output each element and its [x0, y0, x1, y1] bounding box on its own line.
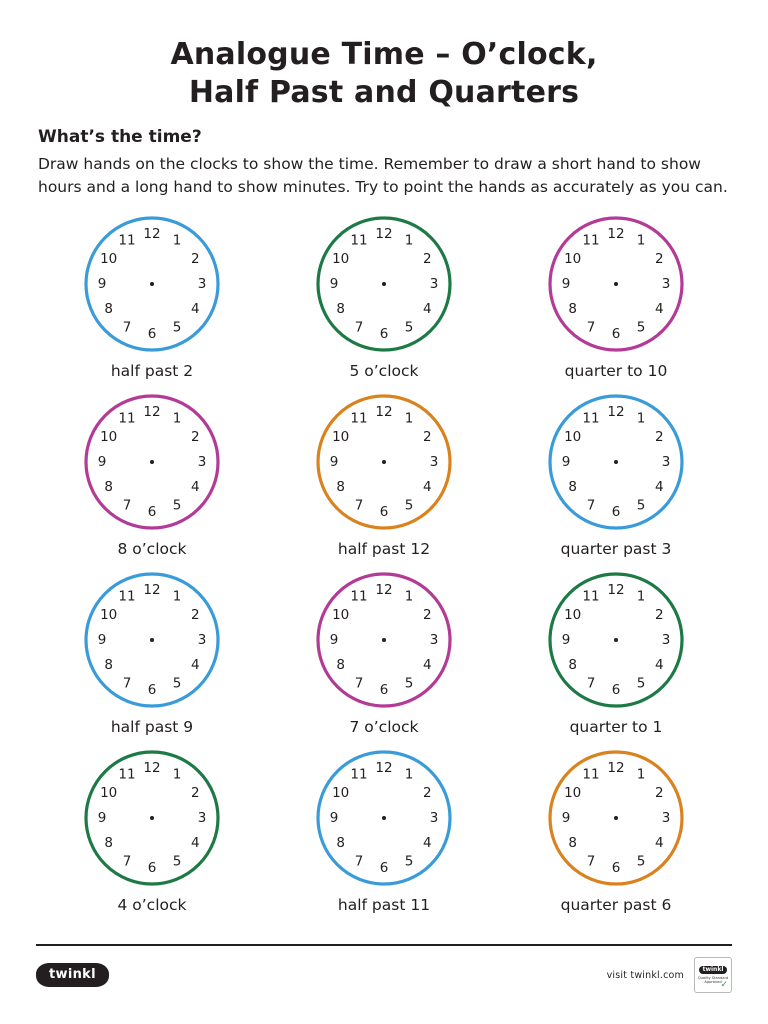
clock-caption: half past 9: [110, 717, 194, 736]
clock-hour-number: 3: [197, 275, 207, 292]
clock-dial: [310, 566, 458, 714]
clock-hour-number: 8: [568, 834, 577, 851]
page-footer: [36, 944, 732, 1006]
clock-hour-number: 3: [197, 631, 207, 648]
clock-hour-number: 4: [423, 478, 432, 495]
clock-hour-number: 6: [611, 859, 621, 876]
clock-hour-number: 9: [561, 275, 571, 292]
clock-dial: [78, 566, 226, 714]
clock-hour-number: 1: [172, 766, 182, 783]
clock-hour-number: 1: [636, 232, 646, 249]
clock-face[interactable]: [310, 566, 458, 714]
clock-centre-dot: [382, 460, 386, 464]
clock-hour-number: 10: [332, 784, 350, 801]
clock-hour-number: 5: [636, 853, 646, 870]
clock-hour-number: 12: [607, 759, 625, 776]
clock-hour-number: 2: [423, 784, 432, 801]
clock-hour-number: 7: [354, 675, 364, 692]
clock-hour-number: 5: [404, 853, 414, 870]
clock-dial: [542, 566, 690, 714]
clock-caption: 4 o’clock: [117, 895, 187, 914]
clock-caption: quarter past 3: [560, 539, 672, 558]
clock-hour-number: 12: [607, 581, 625, 598]
clock-hour-number: 10: [332, 428, 350, 445]
clock-hour-number: 9: [97, 631, 107, 648]
clock-hour-number: 4: [655, 656, 664, 673]
clock-face[interactable]: [78, 744, 226, 892]
clock-centre-dot: [614, 638, 618, 642]
clock-hour-number: 8: [568, 656, 577, 673]
clock-caption: half past 11: [337, 895, 431, 914]
clock-centre-dot: [150, 460, 154, 464]
clock-hour-number: 7: [586, 319, 596, 336]
clock-hour-number: 10: [100, 606, 118, 623]
clock-hour-number: 7: [586, 853, 596, 870]
clock-face[interactable]: [542, 210, 690, 358]
clock-cell: [36, 210, 268, 380]
clock-cell: [268, 210, 500, 380]
clock-hour-number: 7: [586, 497, 596, 514]
clock-hour-number: 12: [375, 759, 393, 776]
clock-hour-number: 5: [404, 497, 414, 514]
clock-centre-dot: [614, 816, 618, 820]
clock-cell: [36, 388, 268, 558]
clock-hour-number: 3: [661, 275, 671, 292]
clock-hour-number: 6: [611, 325, 621, 342]
clock-hour-number: 3: [429, 275, 439, 292]
clock-hour-number: 5: [636, 497, 646, 514]
clock-hour-number: 11: [582, 588, 600, 605]
clock-hour-number: 11: [350, 588, 368, 605]
clock-hour-number: 7: [122, 853, 132, 870]
clock-hour-number: 6: [379, 859, 389, 876]
clock-dial: [310, 210, 458, 358]
clock-hour-number: 12: [143, 225, 161, 242]
clock-centre-dot: [614, 282, 618, 286]
clock-hour-number: 5: [172, 497, 182, 514]
clock-cell: [36, 566, 268, 736]
clock-hour-number: 8: [104, 300, 113, 317]
twinkl-logo: twinkl: [36, 963, 109, 987]
clock-hour-number: 1: [172, 588, 182, 605]
footer-divider: [36, 944, 732, 946]
clock-hour-number: 10: [100, 784, 118, 801]
clock-hour-number: 9: [329, 809, 339, 826]
clock-caption: quarter to 10: [564, 361, 668, 380]
clock-centre-dot: [614, 460, 618, 464]
clock-hour-number: 7: [122, 675, 132, 692]
clock-dial: [310, 388, 458, 536]
clock-cell: [268, 388, 500, 558]
clock-caption: 8 o’clock: [117, 539, 187, 558]
clock-hour-number: 11: [582, 410, 600, 427]
clock-hour-number: 8: [104, 656, 113, 673]
clock-hour-number: 10: [332, 606, 350, 623]
clock-face[interactable]: [78, 210, 226, 358]
clock-hour-number: 2: [655, 428, 664, 445]
clock-hour-number: 1: [404, 588, 414, 605]
instructions-text: Draw hands on the clocks to show the time. Remember to draw a short hand to show hours and a long hand to show minutes. Try to point the hands as accurately as you can.: [38, 154, 728, 197]
clock-hour-number: 6: [147, 503, 157, 520]
clock-hour-number: 1: [404, 410, 414, 427]
clock-hour-number: 9: [561, 809, 571, 826]
clock-hour-number: 3: [429, 631, 439, 648]
badge-logo: twinkl: [699, 966, 728, 974]
clock-hour-number: 6: [147, 859, 157, 876]
clock-centre-dot: [150, 816, 154, 820]
clock-face[interactable]: [310, 388, 458, 536]
clock-hour-number: 11: [118, 766, 136, 783]
clock-hour-number: 5: [636, 675, 646, 692]
clock-hour-number: 3: [661, 631, 671, 648]
clock-hour-number: 4: [655, 300, 664, 317]
section-heading: What’s the time?: [38, 126, 202, 147]
clock-hour-number: 12: [607, 403, 625, 420]
clock-hour-number: 10: [564, 784, 582, 801]
clock-cell: [500, 210, 732, 380]
clock-hour-number: 1: [404, 232, 414, 249]
clock-hour-number: 2: [655, 606, 664, 623]
clock-hour-number: 11: [350, 410, 368, 427]
clock-hour-number: 4: [191, 478, 200, 495]
clock-dial: [310, 744, 458, 892]
clock-hour-number: 2: [191, 250, 200, 267]
clock-hour-number: 4: [423, 834, 432, 851]
clock-hour-number: 11: [582, 232, 600, 249]
clock-hour-number: 2: [423, 428, 432, 445]
clock-hour-number: 5: [172, 675, 182, 692]
clock-centre-dot: [150, 282, 154, 286]
clock-centre-dot: [382, 282, 386, 286]
clock-hour-number: 12: [375, 581, 393, 598]
clock-hour-number: 1: [636, 766, 646, 783]
clock-hour-number: 3: [429, 809, 439, 826]
clock-hour-number: 4: [191, 656, 200, 673]
clock-face[interactable]: [310, 210, 458, 358]
clock-hour-number: 7: [354, 319, 364, 336]
clock-face[interactable]: [542, 388, 690, 536]
clock-hour-number: 11: [582, 766, 600, 783]
clock-hour-number: 9: [329, 275, 339, 292]
clock-cell: [500, 566, 732, 736]
clock-grid: [36, 210, 732, 914]
clock-hour-number: 8: [336, 656, 345, 673]
clock-hour-number: 2: [191, 428, 200, 445]
clock-hour-number: 12: [143, 581, 161, 598]
clock-hour-number: 10: [564, 606, 582, 623]
clock-hour-number: 9: [329, 453, 339, 470]
clock-hour-number: 8: [336, 478, 345, 495]
clock-centre-dot: [150, 638, 154, 642]
clock-hour-number: 8: [568, 478, 577, 495]
clock-hour-number: 1: [172, 232, 182, 249]
clock-hour-number: 11: [118, 410, 136, 427]
page-title-line-1: Analogue Time – O’clock,: [170, 37, 598, 72]
clock-hour-number: 11: [118, 232, 136, 249]
clock-dial: [78, 388, 226, 536]
clock-hour-number: 6: [379, 503, 389, 520]
clock-hour-number: 12: [143, 403, 161, 420]
clock-hour-number: 10: [564, 428, 582, 445]
clock-hour-number: 2: [655, 250, 664, 267]
clock-face[interactable]: [78, 566, 226, 714]
clock-hour-number: 1: [636, 588, 646, 605]
clock-hour-number: 2: [423, 250, 432, 267]
clock-hour-number: 10: [100, 250, 118, 267]
clock-hour-number: 5: [172, 319, 182, 336]
clock-hour-number: 7: [586, 675, 596, 692]
clock-hour-number: 3: [197, 453, 207, 470]
clock-hour-number: 2: [423, 606, 432, 623]
clock-centre-dot: [382, 638, 386, 642]
clock-hour-number: 12: [375, 225, 393, 242]
clock-dial: [78, 744, 226, 892]
clock-hour-number: 1: [636, 410, 646, 427]
clock-face[interactable]: [542, 744, 690, 892]
clock-hour-number: 8: [336, 834, 345, 851]
clock-hour-number: 4: [191, 834, 200, 851]
quality-standard-badge: [694, 957, 732, 993]
clock-hour-number: 3: [661, 453, 671, 470]
clock-hour-number: 12: [607, 225, 625, 242]
clock-hour-number: 10: [100, 428, 118, 445]
clock-hour-number: 7: [122, 497, 132, 514]
clock-hour-number: 1: [404, 766, 414, 783]
clock-hour-number: 6: [611, 503, 621, 520]
clock-hour-number: 5: [404, 675, 414, 692]
clock-hour-number: 7: [354, 853, 364, 870]
clock-face[interactable]: [542, 566, 690, 714]
clock-dial: [542, 388, 690, 536]
clock-hour-number: 2: [655, 784, 664, 801]
clock-hour-number: 12: [143, 759, 161, 776]
visit-url-text: visit twinkl.com: [606, 969, 684, 981]
clock-hour-number: 9: [561, 453, 571, 470]
clock-hour-number: 9: [97, 275, 107, 292]
badge-text: Quality Standard Approved: [697, 975, 729, 984]
clock-caption: 7 o’clock: [349, 717, 419, 736]
clock-hour-number: 4: [655, 834, 664, 851]
clock-hour-number: 10: [332, 250, 350, 267]
clock-hour-number: 6: [611, 681, 621, 698]
clock-dial: [542, 210, 690, 358]
clock-hour-number: 7: [354, 497, 364, 514]
clock-hour-number: 11: [118, 588, 136, 605]
clock-hour-number: 3: [429, 453, 439, 470]
clock-caption: quarter past 6: [560, 895, 672, 914]
clock-hour-number: 8: [568, 300, 577, 317]
clock-hour-number: 7: [122, 319, 132, 336]
clock-caption: half past 2: [110, 361, 194, 380]
clock-face[interactable]: [78, 388, 226, 536]
clock-hour-number: 9: [561, 631, 571, 648]
clock-caption: 5 o’clock: [349, 361, 419, 380]
clock-hour-number: 4: [423, 300, 432, 317]
clock-cell: [500, 744, 732, 914]
clock-cell: [500, 388, 732, 558]
clock-hour-number: 11: [350, 232, 368, 249]
clock-hour-number: 1: [172, 410, 182, 427]
clock-hour-number: 10: [564, 250, 582, 267]
clock-hour-number: 9: [97, 809, 107, 826]
clock-hour-number: 2: [191, 606, 200, 623]
clock-hour-number: 9: [97, 453, 107, 470]
page-title-line-2: Half Past and Quarters: [188, 75, 580, 111]
clock-hour-number: 9: [329, 631, 339, 648]
clock-caption: quarter to 1: [569, 717, 663, 736]
clock-hour-number: 6: [379, 681, 389, 698]
check-icon: ✓: [720, 980, 728, 990]
clock-hour-number: 3: [197, 809, 207, 826]
clock-hour-number: 5: [172, 853, 182, 870]
clock-hour-number: 6: [147, 325, 157, 342]
clock-hour-number: 4: [423, 656, 432, 673]
clock-hour-number: 12: [375, 403, 393, 420]
clock-hour-number: 5: [404, 319, 414, 336]
clock-caption: half past 12: [337, 539, 431, 558]
clock-hour-number: 4: [655, 478, 664, 495]
clock-hour-number: 3: [661, 809, 671, 826]
clock-dial: [542, 744, 690, 892]
clock-face[interactable]: [310, 744, 458, 892]
clock-hour-number: 4: [191, 300, 200, 317]
clock-hour-number: 8: [336, 300, 345, 317]
clock-hour-number: 5: [636, 319, 646, 336]
clock-hour-number: 8: [104, 834, 113, 851]
clock-hour-number: 6: [147, 681, 157, 698]
clock-cell: [268, 566, 500, 736]
clock-cell: [36, 744, 268, 914]
clock-centre-dot: [382, 816, 386, 820]
clock-hour-number: 8: [104, 478, 113, 495]
page-title: [36, 36, 732, 113]
clock-dial: [78, 210, 226, 358]
clock-hour-number: 2: [191, 784, 200, 801]
clock-cell: [268, 744, 500, 914]
clock-hour-number: 11: [350, 766, 368, 783]
clock-hour-number: 6: [379, 325, 389, 342]
